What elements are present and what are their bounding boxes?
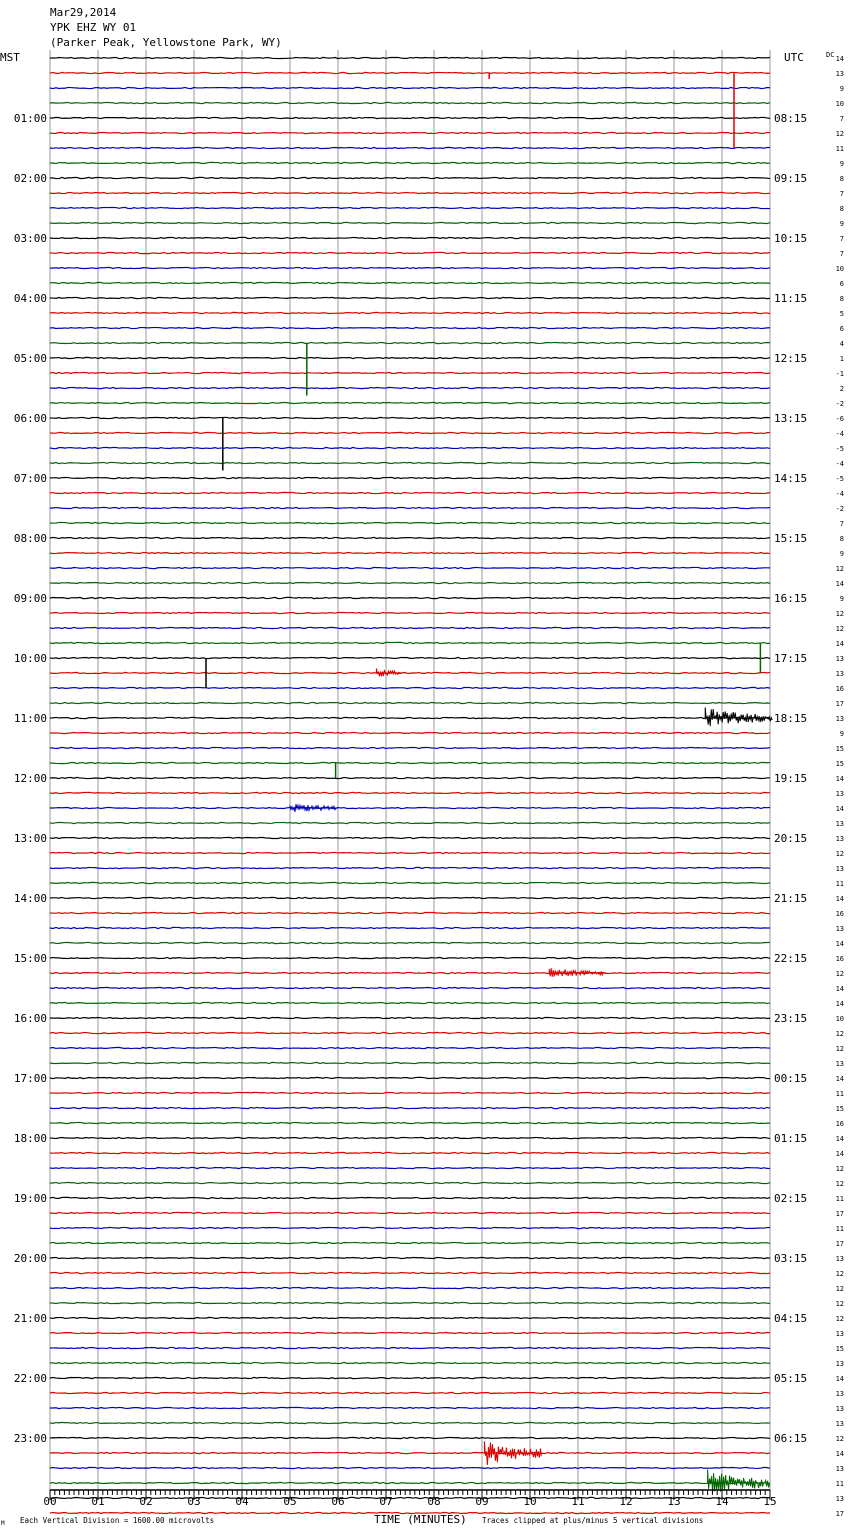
dc-offset-label: 14 <box>835 805 844 813</box>
trace-line-54 <box>50 867 770 868</box>
dc-offset-label: 9 <box>839 595 844 603</box>
dc-offset-label: -4 <box>835 460 844 468</box>
trace-line-72 <box>50 1137 770 1138</box>
dc-offset-label: 14 <box>835 580 844 588</box>
x-tick-label-05: 05 <box>283 1495 297 1508</box>
trace-line-43 <box>50 702 770 703</box>
trace-line-44 <box>50 717 770 718</box>
trace-line-87 <box>50 1362 770 1363</box>
trace-line-42 <box>50 687 770 688</box>
right-timezone: UTC <box>784 51 804 64</box>
dc-offset-label: 5 <box>839 310 844 318</box>
trace-line-77 <box>50 1212 770 1213</box>
trace-line-70 <box>50 1107 770 1108</box>
x-tick-label-03: 03 <box>187 1495 201 1508</box>
right-hour-label: 06:15 <box>774 1432 808 1445</box>
trace-line-92 <box>50 1437 770 1438</box>
dc-offset-label: 12 <box>835 610 844 618</box>
dc-offset-label: -5 <box>835 445 844 453</box>
right-hour-label: 11:15 <box>774 292 808 305</box>
dc-offset-label: 16 <box>835 1120 844 1128</box>
dc-offset-label: 12 <box>835 565 844 573</box>
trace-line-83 <box>50 1302 770 1303</box>
trace-line-11 <box>50 222 770 223</box>
trace-line-33 <box>50 552 770 553</box>
trace-line-41 <box>50 672 770 673</box>
dc-offset-label: 2 <box>839 385 844 393</box>
trace-line-71 <box>50 1122 770 1123</box>
trace-line-86 <box>50 1347 770 1348</box>
dc-offset-label: 13 <box>835 715 844 723</box>
header-date: Mar29,2014 <box>50 6 117 19</box>
dc-offset-label: 14 <box>835 1150 844 1158</box>
right-hour-label: 19:15 <box>774 772 808 785</box>
trace-line-50 <box>50 807 770 808</box>
left-hour-label: 18:00 <box>13 1132 47 1145</box>
dc-offset-label: -6 <box>835 415 844 423</box>
dc-offset-label: 1 <box>839 355 844 363</box>
trace-line-69 <box>50 1092 770 1093</box>
dc-offset-label: 10 <box>835 100 844 108</box>
dc-offset-label: 11 <box>835 1225 844 1233</box>
trace-line-23 <box>50 402 770 403</box>
event-burst-12 <box>708 1469 770 1492</box>
dc-offset-label: 17 <box>835 1240 844 1248</box>
dc-offset-label: -1 <box>835 370 844 378</box>
dc-offset-label: 9 <box>839 220 844 228</box>
dc-offset-label: 13 <box>835 820 844 828</box>
left-hour-label: 20:00 <box>13 1252 47 1265</box>
trace-line-46 <box>50 747 770 748</box>
trace-line-60 <box>50 957 770 958</box>
dc-offset-label: 17 <box>835 700 844 708</box>
trace-line-88 <box>50 1377 770 1378</box>
left-timezone: MST <box>0 51 20 64</box>
trace-lines <box>50 57 770 1513</box>
dc-offset-label: -2 <box>835 505 844 513</box>
dc-offset-label: 8 <box>839 535 844 543</box>
trace-line-24 <box>50 417 770 418</box>
x-tick-label-09: 09 <box>475 1495 489 1508</box>
right-hour-label: 02:15 <box>774 1192 808 1205</box>
right-hour-label: 17:15 <box>774 652 808 665</box>
event-burst-6 <box>376 668 400 676</box>
dc-offset-label: 13 <box>835 1465 844 1473</box>
dc-offset-label: 12 <box>835 1165 844 1173</box>
left-hour-label: 14:00 <box>13 892 47 905</box>
header-station: YPK EHZ WY 01 <box>50 21 137 34</box>
left-hour-label: 05:00 <box>13 352 47 365</box>
trace-line-13 <box>50 252 770 253</box>
trace-line-26 <box>50 447 770 448</box>
left-hour-label: 17:00 <box>13 1072 47 1085</box>
trace-line-52 <box>50 837 770 838</box>
trace-line-62 <box>50 987 770 988</box>
trace-line-35 <box>50 582 770 583</box>
trace-line-68 <box>50 1077 770 1078</box>
trace-line-91 <box>50 1422 770 1423</box>
dc-offset-label: 8 <box>839 295 844 303</box>
x-tick-label-10: 10 <box>523 1495 537 1508</box>
trace-line-96 <box>50 1497 770 1498</box>
trace-line-8 <box>50 177 770 178</box>
trace-line-18 <box>50 327 770 328</box>
trace-line-14 <box>50 267 770 268</box>
trace-line-34 <box>50 567 770 568</box>
right-hour-label: 00:15 <box>774 1072 808 1085</box>
dc-offset-label: 13 <box>835 1330 844 1338</box>
x-tick-label-01: 01 <box>91 1495 105 1508</box>
trace-line-29 <box>50 492 770 493</box>
trace-line-76 <box>50 1197 770 1198</box>
hour-labels <box>14 55 844 1518</box>
trace-line-55 <box>50 882 770 883</box>
trace-line-36 <box>50 597 770 598</box>
trace-line-32 <box>50 537 770 538</box>
trace-line-38 <box>50 627 770 628</box>
trace-line-22 <box>50 387 770 388</box>
dc-offset-label: 13 <box>835 790 844 798</box>
dc-offset-label: 8 <box>839 205 844 213</box>
dc-offset-label: 13 <box>835 70 844 78</box>
dc-offset-label: 14 <box>835 1135 844 1143</box>
seismic-events <box>206 73 772 1493</box>
trace-line-84 <box>50 1317 770 1318</box>
left-hour-label: 15:00 <box>13 952 47 965</box>
trace-line-45 <box>50 732 770 733</box>
trace-line-65 <box>50 1032 770 1033</box>
dc-offset-label: 14 <box>835 640 844 648</box>
right-hour-label: 21:15 <box>774 892 808 905</box>
dc-offset-label: 17 <box>835 1210 844 1218</box>
x-tick-label-02: 02 <box>139 1495 153 1508</box>
right-hour-label: 04:15 <box>774 1312 808 1325</box>
dc-offset-label: 12 <box>835 625 844 633</box>
dc-offset-label: 12 <box>835 1285 844 1293</box>
right-hour-label: 09:15 <box>774 172 808 185</box>
dc-offset-label: 14 <box>835 775 844 783</box>
trace-line-75 <box>50 1182 770 1183</box>
left-hour-label: 12:00 <box>13 772 47 785</box>
dc-offset-label: 14 <box>835 1375 844 1383</box>
left-hour-label: 08:00 <box>13 532 47 545</box>
x-tick-label-04: 04 <box>235 1495 249 1508</box>
dc-offset-label: 12 <box>835 1315 844 1323</box>
trace-line-74 <box>50 1167 770 1168</box>
trace-line-47 <box>50 762 770 763</box>
trace-line-20 <box>50 357 770 358</box>
dc-offset-label: 7 <box>839 235 844 243</box>
dc-offset-label: 12 <box>835 1180 844 1188</box>
right-hour-label: 20:15 <box>774 832 808 845</box>
trace-line-89 <box>50 1392 770 1393</box>
right-hour-label: 16:15 <box>774 592 808 605</box>
right-hour-label: 08:15 <box>774 112 808 125</box>
left-hour-label: 01:00 <box>13 112 47 125</box>
dc-offset-label: 8 <box>839 175 844 183</box>
dc-offset-label: 17 <box>835 1510 844 1518</box>
trace-line-37 <box>50 612 770 613</box>
dc-offset-label: 11 <box>835 1480 844 1488</box>
right-hour-label: 14:15 <box>774 472 808 485</box>
left-hour-label: 23:00 <box>13 1432 47 1445</box>
dc-offset-label: 13 <box>835 1255 844 1263</box>
dc-offset-label: 14 <box>835 1000 844 1008</box>
trace-line-6 <box>50 147 770 148</box>
time-axis <box>43 1490 776 1508</box>
dc-offset-label: 12 <box>835 850 844 858</box>
dc-offset-label: 7 <box>839 520 844 528</box>
dc-offset-label: 13 <box>835 925 844 933</box>
dc-offset-label: 15 <box>835 745 844 753</box>
trace-line-5 <box>50 132 770 133</box>
dc-offset-label: 14 <box>835 985 844 993</box>
dc-offset-label: 12 <box>835 1045 844 1053</box>
dc-offset-label: 11 <box>835 880 844 888</box>
trace-line-31 <box>50 522 770 523</box>
trace-line-3 <box>50 102 770 103</box>
dc-offset-label: 16 <box>835 910 844 918</box>
dc-offset-label: 14 <box>835 1450 844 1458</box>
x-tick-label-00: 00 <box>43 1495 57 1508</box>
trace-line-95 <box>50 1482 770 1483</box>
right-hour-label: 22:15 <box>774 952 808 965</box>
x-tick-label-07: 07 <box>379 1495 393 1508</box>
trace-line-39 <box>50 642 770 643</box>
left-hour-label: 19:00 <box>13 1192 47 1205</box>
trace-line-17 <box>50 312 770 313</box>
dc-offset-label: 14 <box>835 55 844 63</box>
trace-line-78 <box>50 1227 770 1228</box>
trace-line-73 <box>50 1152 770 1153</box>
dc-offset-label: -2 <box>835 400 844 408</box>
trace-line-59 <box>50 942 770 943</box>
trace-line-7 <box>50 162 770 163</box>
right-hour-label: 12:15 <box>774 352 808 365</box>
trace-line-80 <box>50 1257 770 1258</box>
trace-line-0 <box>50 57 770 58</box>
dc-offset-label: 13 <box>835 1390 844 1398</box>
dc-offset-label: 7 <box>839 250 844 258</box>
trace-line-12 <box>50 237 770 238</box>
dc-offset-label: 16 <box>835 955 844 963</box>
dc-offset-label: 9 <box>839 160 844 168</box>
right-hour-label: 23:15 <box>774 1012 808 1025</box>
dc-offset-label: 13 <box>835 1405 844 1413</box>
dc-offset-label: 10 <box>835 1015 844 1023</box>
dc-offset-label: 12 <box>835 1435 844 1443</box>
x-tick-label-11: 11 <box>571 1495 585 1508</box>
x-tick-label-14: 14 <box>715 1495 729 1508</box>
right-hour-label: 13:15 <box>774 412 808 425</box>
dc-offset-label: 10 <box>835 265 844 273</box>
trace-line-21 <box>50 372 770 373</box>
trace-line-67 <box>50 1062 770 1063</box>
dc-offset-label: 16 <box>835 685 844 693</box>
dc-offset-label: 13 <box>835 1420 844 1428</box>
left-hour-label: 10:00 <box>13 652 47 665</box>
right-hour-label: 10:15 <box>774 232 808 245</box>
dc-offset-label: 12 <box>835 130 844 138</box>
dc-offset-label: 13 <box>835 865 844 873</box>
trace-line-27 <box>50 462 770 463</box>
scale-note: Each Vertical Division = 1600.00 microvolts <box>20 1516 215 1525</box>
dc-offset-label: -5 <box>835 475 844 483</box>
x-tick-label-08: 08 <box>427 1495 441 1508</box>
event-burst-11 <box>484 1441 541 1465</box>
dc-offset-label: 9 <box>839 730 844 738</box>
dc-offset-label: 7 <box>839 115 844 123</box>
trace-line-9 <box>50 192 770 193</box>
trace-line-93 <box>50 1452 770 1453</box>
dc-offset-label: 12 <box>835 1030 844 1038</box>
trace-line-2 <box>50 87 770 88</box>
dc-offset-label: 6 <box>839 280 844 288</box>
dc-offset-label: 11 <box>835 1195 844 1203</box>
clip-note: Traces clipped at plus/minus 5 vertical divisions <box>482 1516 704 1525</box>
trace-line-57 <box>50 912 770 913</box>
right-hour-label: 18:15 <box>774 712 808 725</box>
dc-offset-label: 6 <box>839 325 844 333</box>
trace-line-25 <box>50 432 770 433</box>
event-burst-9 <box>290 804 338 812</box>
corner-mark: M <box>1 1520 5 1527</box>
left-hour-label: 07:00 <box>13 472 47 485</box>
dc-offset-label: -4 <box>835 430 844 438</box>
dc-offset-label: 14 <box>835 895 844 903</box>
dc-offset-label: 11 <box>835 1090 844 1098</box>
dc-offset-label: 4 <box>839 340 844 348</box>
trace-line-85 <box>50 1332 770 1333</box>
trace-line-48 <box>50 777 770 778</box>
dc-offset-label: 12 <box>835 970 844 978</box>
dc-offset-label: 13 <box>835 1360 844 1368</box>
dc-offset-label: 9 <box>839 85 844 93</box>
dc-offset-label: 14 <box>835 1075 844 1083</box>
right-hour-label: 05:15 <box>774 1372 808 1385</box>
trace-line-66 <box>50 1047 770 1048</box>
left-hour-label: 13:00 <box>13 832 47 845</box>
trace-line-49 <box>50 792 770 793</box>
left-hour-label: 16:00 <box>13 1012 47 1025</box>
dc-offset-label: 13 <box>835 1495 844 1503</box>
dc-offset-label: -4 <box>835 490 844 498</box>
dc-header: DC <box>826 51 835 59</box>
trace-line-94 <box>50 1467 770 1468</box>
dc-offset-label: 15 <box>835 1105 844 1113</box>
dc-offset-label: 15 <box>835 760 844 768</box>
trace-line-1 <box>50 72 770 73</box>
dc-offset-label: 13 <box>835 655 844 663</box>
left-hour-label: 11:00 <box>13 712 47 725</box>
trace-line-51 <box>50 822 770 823</box>
dc-offset-label: 14 <box>835 940 844 948</box>
right-hour-label: 15:15 <box>774 532 808 545</box>
dc-offset-label: 9 <box>839 550 844 558</box>
left-hour-label: 02:00 <box>13 172 47 185</box>
trace-line-79 <box>50 1242 770 1243</box>
trace-line-10 <box>50 207 770 208</box>
trace-line-28 <box>50 477 770 478</box>
trace-line-82 <box>50 1287 770 1288</box>
trace-line-56 <box>50 897 770 898</box>
right-hour-label: 03:15 <box>774 1252 808 1265</box>
left-hour-label: 22:00 <box>13 1372 47 1385</box>
trace-line-19 <box>50 342 770 343</box>
x-tick-label-06: 06 <box>331 1495 345 1508</box>
left-hour-label: 21:00 <box>13 1312 47 1325</box>
trace-line-40 <box>50 657 770 658</box>
dc-offset-label: 13 <box>835 670 844 678</box>
left-hour-label: 06:00 <box>13 412 47 425</box>
trace-line-81 <box>50 1272 770 1273</box>
trace-line-90 <box>50 1407 770 1408</box>
dc-offset-label: 12 <box>835 1270 844 1278</box>
header-location: (Parker Peak, Yellowstone Park, WY) <box>50 36 282 49</box>
dc-offset-label: 13 <box>835 835 844 843</box>
trace-line-53 <box>50 852 770 853</box>
trace-line-16 <box>50 297 770 298</box>
dc-offset-label: 13 <box>835 1060 844 1068</box>
trace-line-64 <box>50 1017 770 1018</box>
x-tick-label-12: 12 <box>619 1495 633 1508</box>
dc-offset-label: 12 <box>835 1300 844 1308</box>
trace-line-30 <box>50 507 770 508</box>
trace-line-61 <box>50 972 770 973</box>
right-hour-label: 01:15 <box>774 1132 808 1145</box>
trace-line-4 <box>50 117 770 118</box>
left-hour-label: 09:00 <box>13 592 47 605</box>
x-tick-label-13: 13 <box>667 1495 681 1508</box>
trace-line-63 <box>50 1002 770 1003</box>
dc-offset-label: 7 <box>839 190 844 198</box>
dc-offset-label: 11 <box>835 145 844 153</box>
trace-line-58 <box>50 927 770 928</box>
left-hour-label: 03:00 <box>13 232 47 245</box>
x-tick-label-15: 15 <box>763 1495 777 1508</box>
event-burst-7 <box>705 707 772 726</box>
x-axis-title: TIME (MINUTES) <box>374 1513 467 1526</box>
left-hour-label: 04:00 <box>13 292 47 305</box>
trace-line-15 <box>50 282 770 283</box>
dc-offset-label: 15 <box>835 1345 844 1353</box>
